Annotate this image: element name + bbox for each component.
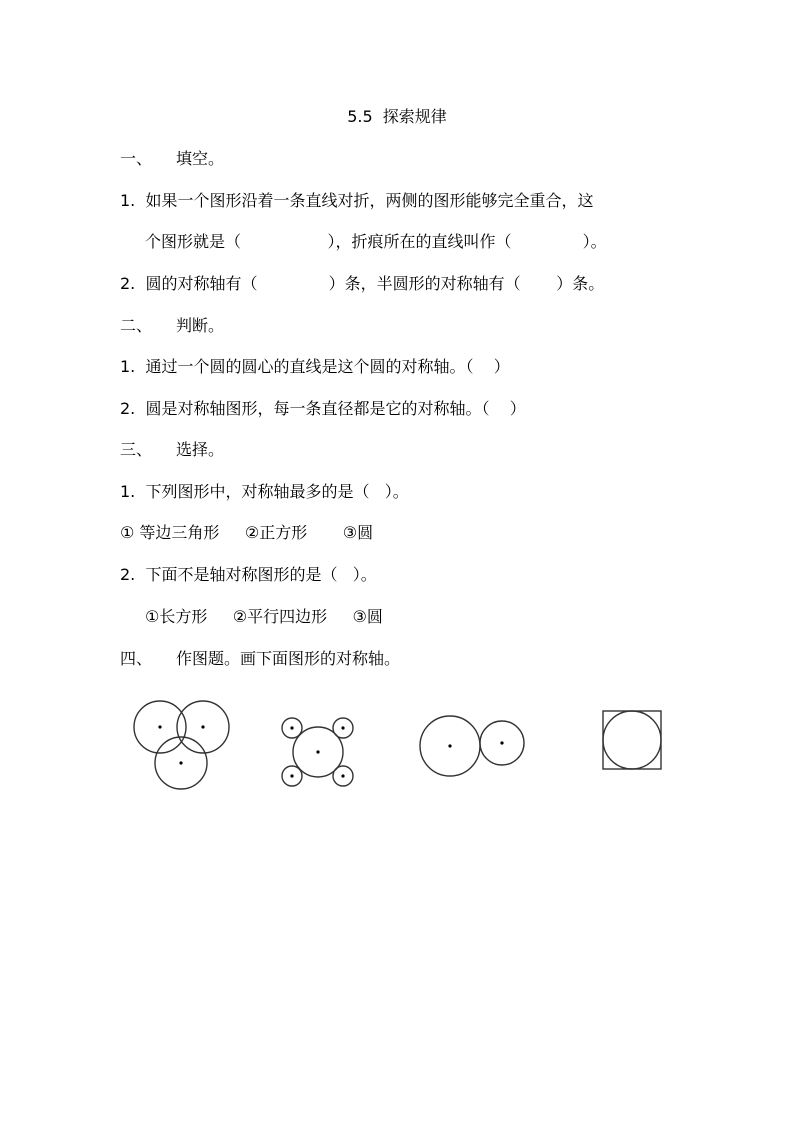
figure1-center-dot [201,725,204,728]
choice-q2-options: ①长方形 ②平行四边形 ③圆 [145,607,383,626]
figure-five-circles-centers [290,726,344,777]
section-3-heading [120,439,224,461]
figure2-circle-small [333,766,353,786]
figure4-circle [603,711,661,769]
figure2-circle-small [282,766,302,786]
figure3-circle-large [420,716,480,776]
figure3-circle-small [480,721,524,765]
figure2-center-dot [341,774,344,777]
figure2-circle-center [293,727,343,777]
figure2-circle-small [333,718,353,738]
section-4-number: 四、 [120,649,153,668]
fill-q1-line1: 1. 如果一个图形沿着一条直线对折，两侧的图形能够完全重合，这 [120,191,594,210]
figure1-center-dot [179,761,182,764]
figure2-circle-small [282,718,302,738]
figure1-circle-bottom [155,737,207,789]
figure3-center-dot [448,744,451,747]
choice-q2: 2. 下面不是轴对称图形的是（ ）。 [120,565,377,584]
section-4-title: 作图题。画下面图形的对称轴。 [176,649,401,668]
section-1-title: 填空。 [176,149,225,168]
figure1-center-dot [158,725,161,728]
figure-circle-in-square [603,711,661,769]
figure-two-circles-centers [448,741,503,747]
figure-two-circles [420,716,524,776]
page-title: 5.5 探索规律 [347,107,447,126]
section-1-number: 一、 [120,149,153,168]
section-2-title: 判断。 [176,316,225,335]
section-2-heading [120,315,224,337]
figure2-center-dot [290,774,293,777]
judge-q1: 1. 通过一个圆的圆心的直线是这个圆的对称轴。（ ） [120,357,510,376]
choice-q1-options: ① 等边三角形 ②正方形 ③圆 [120,523,374,542]
figure1-circle-left [134,701,186,753]
figure2-center-dot [290,726,293,729]
judge-q2: 2. 圆是对称轴图形，每一条直径都是它的对称轴。（ ） [120,399,526,418]
figure1-circle-right [177,701,229,753]
section-3-title: 选择。 [176,440,225,459]
figure3-center-dot [500,741,503,744]
fill-q2: 2. 圆的对称轴有（ ）条，半圆形的对称轴有（ ）条。 [120,274,605,293]
section-3-number: 三、 [120,440,153,459]
figure-three-circles [134,701,229,789]
section-2-number: 二、 [120,316,153,335]
figure4-square [603,711,661,769]
choice-q1: 1. 下列图形中，对称轴最多的是（ ）。 [120,482,409,501]
figure-five-circles [282,718,353,786]
figure-three-circles-centers [158,725,204,764]
fill-q1-line2: 个图形就是（ ），折痕所在的直线叫作（ ）。 [145,232,607,251]
figure2-center-dot [341,726,344,729]
section-4-heading [120,648,400,670]
section-1-heading [120,148,224,170]
figure2-center-dot [316,750,319,753]
